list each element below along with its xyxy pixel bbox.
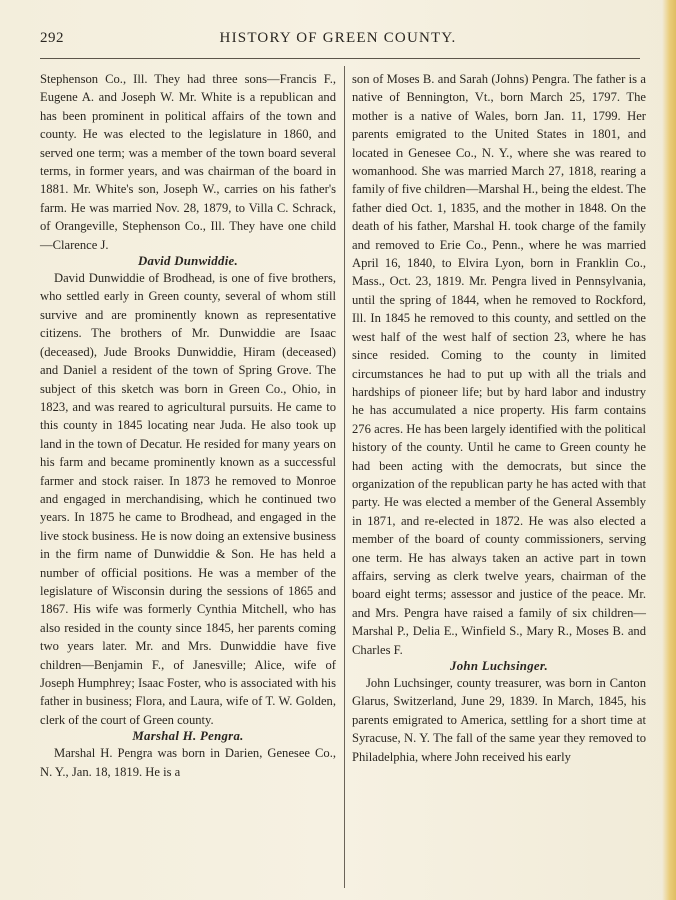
left-column (40, 70, 336, 781)
paragraph-pengra-continued: son of Moses B. and Sarah (Johns) Pengra. The father is a native of Bennington, Vt., born March 25, 1797. The mother is a native of Wales, born Jan. 11, 1799. Her parents emigrated to the United States in 1801, and located in Genesee Co., N. Y., where she was reared to womanhood. She was married March 27, 1818, rearing a family of five children—Marshal H., being the eldest. The father died Oct. 1, 1835, and the mother in 1848. On the death of his father, Marshal H. took charge of the family and removed to Erie Co., Penn., where he was married April 16, 1840, to Elvira Lyon, born in Franklin Co., Mass., Oct. 23, 1819. Mr. Pengra lived in Pennsylvania, until the spring of 1844, when he removed to Rockford, Ill. In 1845 he removed to this county, and settled on the west half of the west half of section 23, where he has since resided. Coming to the county in limited circumstances he had to put up with all the trials and hardships of pioneer life; but by hard labor and industry he has accumulated a nice property. His farm contains 276 acres. He has been largely identified with the political history of the county. Until he came to Green county he had been acting with the democrats, but since the organization of the republican party he has acted with that party. He was elected a member of the General Assembly in 1871, and re-elected in 1872. He was also elected a member of the board of county commissioners, serving one term. He has always taken an active part in town affairs, serving as clerk twelve years, chairman of the board eight terms; assessor and justice of the peace. Mr. and Mrs. Pengra have raised a family of six children—Marshal P., Delia E., Winfield S., Mary R., Moses B. and Charles F. (352, 72, 646, 657)
paragraph-white-continued: Stephenson Co., Ill. They had three sons—Francis F., Eugene A. and Joseph W. Mr. White is a republican and has been prominent in political affairs of the town and county. He was elected to the legislature in 1860, and served one term; was a member of the town board several terms, in former years, and was chairman of the board in 1881. Mr. White's son, Joseph W., carries on his father's farm. He was married Nov. 28, 1879, to Villa C. Schrack, of Orangeville, Stephenson Co., Ill. They have one child—Clarence J. (40, 72, 336, 252)
page-header (40, 30, 636, 52)
column-divider (344, 66, 345, 888)
header-rule (40, 58, 640, 59)
paragraph-dunwiddie: David Dunwiddie of Brodhead, is one of five brothers, who settled early in Green county, several of whom still survive and are prominently known as representative citizens. The brothers of Mr. Dunwiddie are Isaac (deceased), Jude Brooks Dunwiddie, Hiram (deceased) and Daniel a resident of the town of Spring Grove. The subject of this sketch was born in Green Co., Ohio, in 1823, and was reared to agricultural pursuits. He came to this county in 1845 locating near Juda. He also took up land in the town of Decatur. He resided for many years on his farm and became prominently known as a successful farmer and stock raiser. In 1873 he removed to Monroe and engaged in merchandising, which he continued two years. In 1875 he came to Brodhead, and engaged in the live stock business. He is now doing an extensive business in the firm name of Dunwiddie & Son. He has held a number of official positions. He was a member of the legislature of Wisconsin during the sessions of 1865 and 1867. His wife was formerly Cynthia Mitchell, who has also resided in the county since 1845, her parents coming two years later. Mr. and Mrs. Dunwiddie have five children—Benjamin F., of Janesville; Alice, wife of Joseph Humphrey; Isaac Foster, who is associated with his father in business; Flora, and Laura, wife of T. W. Golden, clerk of the court of Green county. (40, 271, 336, 727)
right-column (352, 70, 646, 766)
page-number: 292 (40, 30, 64, 46)
section-heading-luchsinger: John Luchsinger. (450, 659, 548, 673)
section-heading-pengra: Marshal H. Pengra. (132, 729, 244, 744)
section-heading-dunwiddie: David Dunwiddie. (137, 254, 239, 269)
running-title: HISTORY OF GREEN COUNTY. (219, 30, 457, 46)
paragraph-luchsinger: John Luchsinger, county treasurer, was born in Canton Glarus, Switzerland, June 29, 1839. In March, 1845, his parents emigrated to America, settling for a short time at Syracuse, N. Y. The fall of the same year they removed to Philadelphia, where John received his early (352, 676, 646, 764)
page-edge-shadow (662, 0, 676, 900)
paragraph-pengra-start: Marshal H. Pengra was born in Darien, Genesee Co., N. Y., Jan. 18, 1819. He is a (40, 746, 336, 779)
